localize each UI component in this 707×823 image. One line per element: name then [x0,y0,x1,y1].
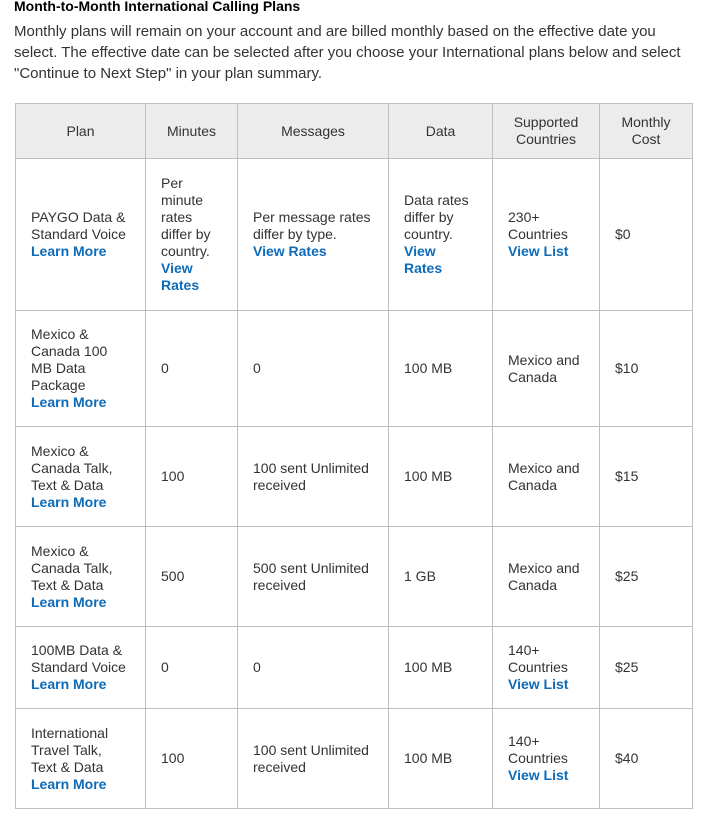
minutes-cell: 0 [146,627,238,709]
plan-name: 100MB Data & Standard Voice [31,642,126,675]
table-row [16,311,693,427]
plan-name: Mexico & Canada Talk, Text & Data [31,442,113,493]
plan-cell [16,159,146,311]
table-row [16,159,693,311]
minutes-cell: 100 [146,709,238,809]
data-value: Data rates differ by country. [404,192,469,242]
data-cell: 100 MB [389,427,493,527]
plan-cell [16,311,146,427]
plan-cell [16,527,146,627]
countries-value: 230+ Countries [508,209,568,242]
minutes-value: Per minute rates differ by country. [161,175,211,259]
data-cell: 100 MB [389,709,493,809]
table-header-row [16,104,693,159]
learn-more-link[interactable]: Learn More [31,593,107,610]
column-header-minutes: Minutes [146,104,238,159]
table-row [16,527,693,627]
data-cell: 1 GB [389,527,493,627]
minutes-cell: 500 [146,527,238,627]
minutes-cell [146,159,238,311]
plan-name: International Travel Talk, Text & Data [31,724,109,775]
plan-name: Mexico & Canada 100 MB Data Package [31,326,108,393]
column-header-messages: Messages [238,104,389,159]
cost-cell: $10 [600,311,693,427]
table-row [16,709,693,809]
messages-cell: 500 sent Unlimited received [238,527,389,627]
countries-cell: Mexico and Canada [493,527,600,627]
cost-cell: $15 [600,427,693,527]
countries-cell [493,709,600,809]
countries-cell: Mexico and Canada [493,427,600,527]
messages-cell: 100 sent Unlimited received [238,427,389,527]
countries-cell [493,627,600,709]
view-list-link[interactable]: View List [508,243,569,259]
messages-cell [238,159,389,311]
plans-table [15,103,693,809]
plan-name: PAYGO Data & Standard Voice [31,209,126,242]
data-cell: 100 MB [389,311,493,427]
countries-cell: Mexico and Canada [493,311,600,427]
messages-cell: 100 sent Unlimited received [238,709,389,809]
column-header-supported-countries: Supported Countries [493,104,600,159]
column-header-plan: Plan [16,104,146,159]
cost-cell: $40 [600,709,693,809]
data-cell: 100 MB [389,627,493,709]
view-rates-link[interactable]: View Rates [161,260,200,293]
countries-value: 140+ Countries [508,642,568,675]
learn-more-link[interactable]: Learn More [31,243,107,259]
learn-more-link[interactable]: Learn More [31,493,107,510]
column-header-data: Data [389,104,493,159]
view-rates-link[interactable]: View Rates [253,243,327,259]
minutes-cell: 0 [146,311,238,427]
learn-more-link[interactable]: Learn More [31,394,107,410]
table-row [16,427,693,527]
minutes-cell: 100 [146,427,238,527]
column-header-monthly-cost: Monthly Cost [600,104,693,159]
countries-value: 140+ Countries [508,733,568,766]
messages-value: Per message rates differ by type. [253,209,371,242]
table-row [16,627,693,709]
data-cell [389,159,493,311]
countries-cell [493,159,600,311]
cost-cell: $25 [600,627,693,709]
plan-cell [16,627,146,709]
messages-cell: 0 [238,311,389,427]
messages-cell: 0 [238,627,389,709]
learn-more-link[interactable]: Learn More [31,676,107,692]
cost-cell: $25 [600,527,693,627]
page-title: Month-to-Month International Calling Plans [14,0,301,14]
view-list-link[interactable]: View List [508,767,569,783]
view-rates-link[interactable]: View Rates [404,243,443,276]
view-list-link[interactable]: View List [508,676,569,692]
plan-name: Mexico & Canada Talk, Text & Data [31,542,113,593]
plan-cell [16,427,146,527]
learn-more-link[interactable]: Learn More [31,775,107,792]
plan-cell [16,709,146,809]
cost-cell: $0 [600,159,693,311]
intro-text: Monthly plans will remain on your account and are billed monthly based on the effective date you select. The effective date can be selected after you choose your International plans below and select "Continue to Next Step" in your plan summary. [14,23,681,82]
